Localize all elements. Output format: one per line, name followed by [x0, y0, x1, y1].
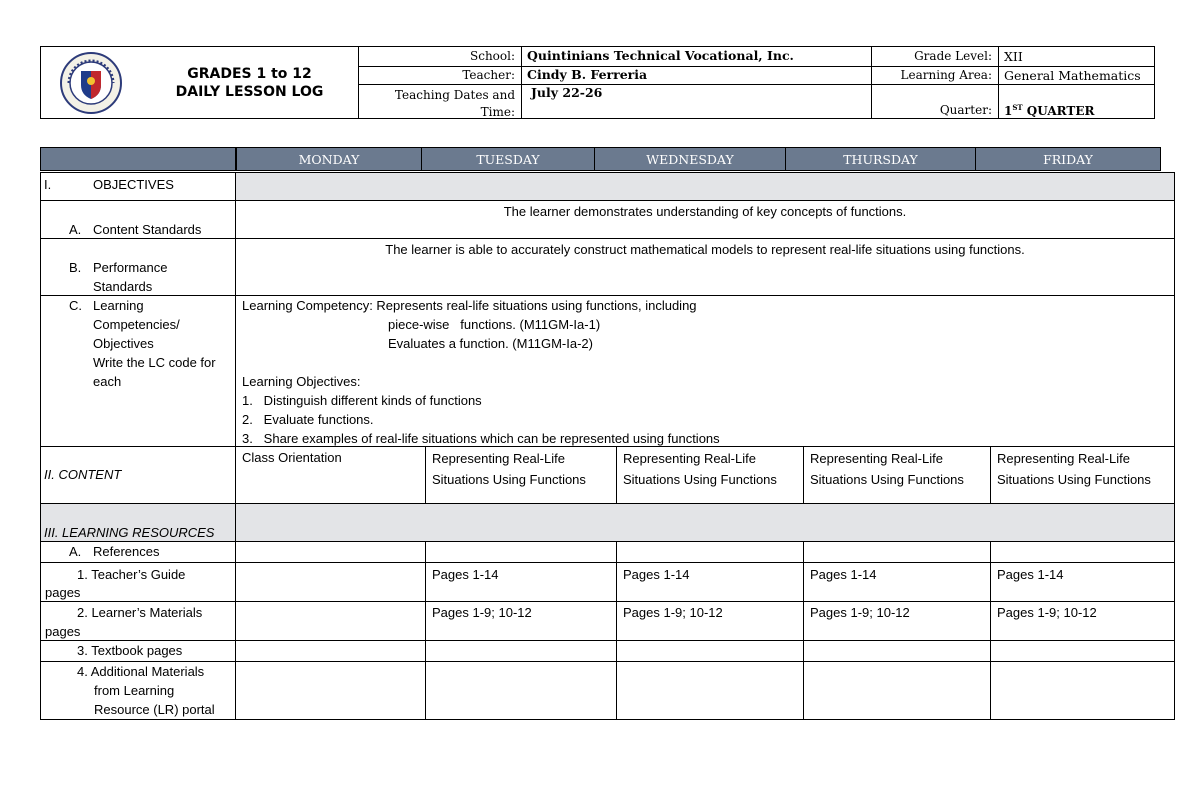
objectives-row-fill — [235, 172, 1175, 201]
teaching-dates-label — [359, 87, 521, 121]
content-standards-letter: A. — [69, 222, 82, 237]
competencies-label-line3: Objectives — [93, 336, 154, 351]
references-label: References — [93, 544, 160, 559]
content-standards-label: Content Standards — [93, 222, 202, 237]
content-cell-monday: Class Orientation — [235, 446, 426, 504]
learners-materials-label-line2: pages — [45, 624, 81, 639]
additional-materials-cell — [803, 661, 991, 720]
learning-competency-line3: Evaluates a function. (M11GM-Ia-2) — [388, 336, 593, 351]
additional-materials-cell — [425, 661, 617, 720]
competencies-content-cell — [235, 295, 1175, 447]
learning-objective-item: 3. Share examples of real-life situations which can be represented using functions — [242, 431, 720, 446]
additional-materials-cell — [235, 661, 426, 720]
quarter-value — [998, 103, 1154, 118]
content-label-cell — [40, 446, 236, 504]
competencies-label-cell — [40, 295, 236, 447]
grade-level-label: Grade Level: — [914, 49, 992, 63]
additional-materials-label-line2: from Learning — [94, 683, 175, 698]
deped-seal — [41, 47, 141, 118]
school-value: Quintinians Technical Vocational, Inc. — [527, 48, 794, 63]
content-cell-friday: Representing Real-Life Situations Using Functions — [990, 446, 1175, 504]
objectives-label-cell — [40, 172, 236, 201]
learning-competency-line1: Learning Competency: Represents real-life situations using functions, including — [242, 298, 697, 313]
log-title-line1: GRADES 1 to 12 — [187, 65, 312, 82]
textbook-cell — [235, 640, 426, 662]
references-cell — [425, 541, 617, 563]
objectives-label: OBJECTIVES — [93, 177, 174, 192]
competencies-letter: C. — [69, 298, 82, 313]
day-header-wednesday: WEDNESDAY — [594, 147, 786, 171]
textbook-cell — [990, 640, 1175, 662]
performance-standards-label-cell — [40, 238, 236, 296]
references-cell — [616, 541, 804, 563]
learners-materials-label-cell — [40, 601, 236, 641]
references-cell — [990, 541, 1175, 563]
additional-materials-cell — [990, 661, 1175, 720]
school-label: School: — [470, 49, 515, 63]
teaching-dates-label-line2: Time: — [480, 105, 515, 119]
teachers-guide-cell-thursday: Pages 1-14 — [803, 562, 991, 602]
additional-materials-label-line1: 4. Additional Materials — [77, 664, 205, 679]
lesson-log-table — [40, 147, 1175, 720]
textbook-cell — [616, 640, 804, 662]
additional-materials-cell — [616, 661, 804, 720]
teachers-guide-cell-tuesday: Pages 1-14 — [425, 562, 617, 602]
content-cell-thursday: Representing Real-Life Situations Using Functions — [803, 446, 991, 504]
quarter-label: Quarter: — [939, 103, 992, 117]
learning-objectives-heading: Learning Objectives: — [242, 374, 361, 389]
deped-seal-icon — [59, 51, 123, 115]
day-header-tuesday: TUESDAY — [421, 147, 595, 171]
performance-standards-label-line1: Performance — [93, 260, 168, 275]
competencies-label-line1: Learning — [93, 298, 144, 313]
performance-standards-letter: B. — [69, 260, 82, 275]
day-header-friday: FRIDAY — [975, 147, 1161, 171]
textbook-label: 3. Textbook pages — [77, 643, 183, 658]
quarter-superscript: ST — [1012, 103, 1023, 112]
references-cell — [803, 541, 991, 563]
teachers-guide-label-cell — [40, 562, 236, 602]
log-title-line2: DAILY LESSON LOG — [175, 83, 324, 100]
learners-materials-label-line1: 2. Learner’s Materials — [77, 605, 203, 620]
content-cell-tuesday: Representing Real-Life Situations Using Functions — [425, 446, 617, 504]
quarter-text: QUARTER — [1022, 104, 1095, 118]
content-label: II. CONTENT — [44, 467, 122, 482]
day-header-monday: MONDAY — [236, 147, 422, 171]
quarter-number: 1 — [1004, 104, 1013, 118]
resources-label: III. LEARNING RESOURCES — [44, 525, 215, 540]
references-label-cell — [40, 541, 236, 563]
performance-standards-text: The learner is able to accurately construct mathematical models to represent real-life situations using functions. — [235, 238, 1175, 296]
references-cell — [235, 541, 426, 563]
references-letter: A. — [69, 544, 82, 559]
additional-materials-label-line3: Resource (LR) portal — [94, 702, 215, 717]
teacher-label: Teacher: — [462, 68, 515, 82]
header-table — [40, 46, 1155, 119]
teaching-dates-label-line1: Teaching Dates and — [394, 88, 515, 102]
teachers-guide-cell-wednesday: Pages 1-14 — [616, 562, 804, 602]
content-standards-label-cell — [40, 200, 236, 239]
learning-objective-item: 2. Evaluate functions. — [242, 412, 374, 427]
textbook-cell — [803, 640, 991, 662]
learning-area-label: Learning Area: — [900, 68, 992, 82]
competencies-label-line5: each — [93, 374, 122, 389]
learning-area-value: General Mathematics — [1004, 68, 1141, 83]
teachers-guide-label-line1: 1. Teacher’s Guide — [77, 567, 186, 582]
day-header-thursday: THURSDAY — [785, 147, 976, 171]
textbook-label-cell — [40, 640, 236, 662]
day-header-blank — [40, 147, 236, 171]
teachers-guide-cell-friday: Pages 1-14 — [990, 562, 1175, 602]
learners-materials-cell-friday: Pages 1-9; 10-12 — [990, 601, 1175, 641]
content-standards-text: The learner demonstrates understanding of key concepts of functions. — [235, 200, 1175, 239]
additional-materials-label-cell — [40, 661, 236, 720]
grade-level-value: XII — [1004, 49, 1023, 64]
learners-materials-cell-wednesday: Pages 1-9; 10-12 — [616, 601, 804, 641]
learners-materials-cell-monday — [235, 601, 426, 641]
teachers-guide-cell-monday — [235, 562, 426, 602]
performance-standards-label-line2: Standards — [93, 279, 153, 294]
resources-label-cell — [40, 503, 236, 542]
teacher-value: Cindy B. Ferreria — [527, 67, 648, 82]
resources-row-fill — [235, 503, 1175, 542]
competencies-label-line2: Competencies/ — [93, 317, 180, 332]
competencies-label-line4: Write the LC code for — [93, 355, 216, 370]
objectives-number: I. — [44, 177, 52, 192]
textbook-cell — [425, 640, 617, 662]
learners-materials-cell-tuesday: Pages 1-9; 10-12 — [425, 601, 617, 641]
learners-materials-cell-thursday: Pages 1-9; 10-12 — [803, 601, 991, 641]
learning-competency-line2: piece-wise functions. (M11GM-Ia-1) — [388, 317, 601, 332]
teachers-guide-label-line2: pages — [45, 585, 81, 600]
content-cell-wednesday: Representing Real-Life Situations Using Functions — [616, 446, 804, 504]
learning-objective-item: 1. Distinguish different kinds of functions — [242, 393, 482, 408]
log-title — [141, 47, 359, 118]
teaching-dates-value: July 22-26 — [531, 85, 603, 100]
